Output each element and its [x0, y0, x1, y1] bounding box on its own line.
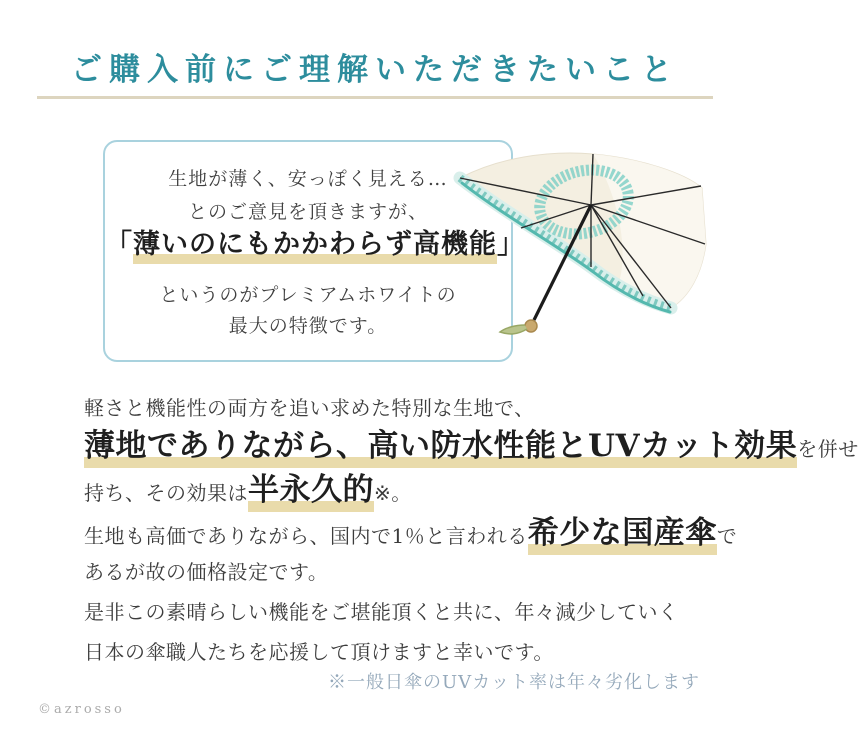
body-emphasis-2: 半永久的 [248, 472, 374, 512]
info-box-emphasis-text: 薄いのにもかかわらず高機能 [133, 229, 497, 264]
umbrella-tassel [500, 325, 527, 334]
body-line-3-post: ※。 [374, 481, 412, 505]
umbrella-handle [525, 320, 537, 332]
quote-close: 」 [497, 229, 525, 260]
body-line-4-pre: 生地も高価でありながら、国内で1％と言われる [84, 524, 528, 548]
body-line-4 [84, 515, 738, 551]
body-line-1: 軽さと機能性の両方を追い求めた特別な生地で、 [84, 396, 535, 420]
umbrella-canopy [460, 153, 706, 312]
page-title: ご購入前にご理解いただきたいこと [71, 52, 679, 88]
umbrella-image [443, 148, 711, 358]
body-emphasis-3: 希少な国産傘 [528, 515, 717, 555]
info-box-line-4: 最大の特徴です。 [228, 315, 388, 337]
body-line-3-pre: 持ち、その効果は [84, 481, 248, 505]
body-line-6: 是非この素晴らしい機能をご堪能頂くと共に、年々減少していく [84, 600, 679, 624]
quote-open: 「 [105, 229, 133, 260]
body-line-2 [84, 428, 859, 464]
body-emphasis-1: 薄地でありながら、高い防水性能とUVカット効果 [84, 428, 797, 468]
info-box-line-1: 生地が薄く、安っぽく見える… [168, 168, 448, 190]
body-line-3 [84, 472, 412, 508]
body-line-5: あるが故の価格設定です。 [84, 560, 329, 584]
footnote: ※一般日傘のUVカット率は年々劣化します [328, 672, 700, 693]
body-line-2-tail: を併せ [797, 437, 859, 461]
info-box-line-3: というのがプレミアムホワイトの [159, 284, 457, 306]
info-box-line-2: とのご意見を頂きますが、 [187, 201, 428, 223]
title-divider [37, 96, 713, 99]
body-line-7: 日本の傘職人たちを応援して頂けますと幸いです。 [84, 640, 554, 664]
body-line-4-post: で [716, 524, 738, 548]
brand-watermark: ©azrosso [38, 702, 125, 717]
